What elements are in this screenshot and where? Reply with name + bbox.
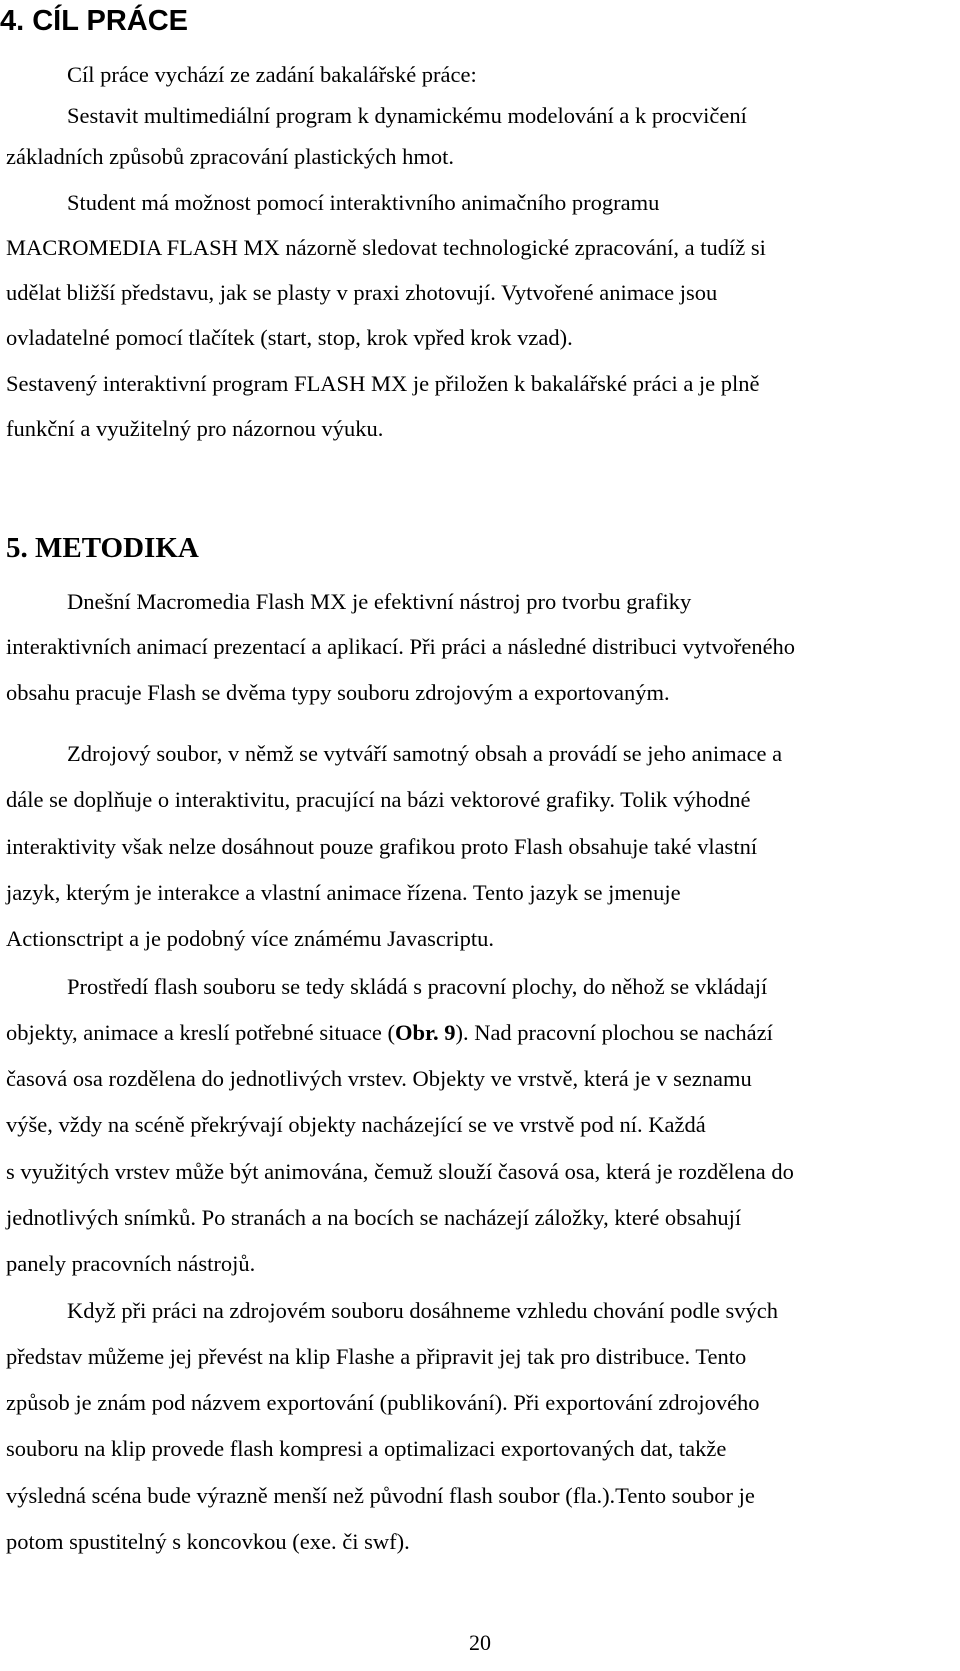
- paragraph-line: panely pracovních nástrojů.: [6, 1251, 256, 1276]
- paragraph-line: dále se doplňuje o interaktivitu, pracující na bázi vektorové grafiky. Tolik výhodné: [6, 787, 751, 812]
- paragraph-line: jazyk, kterým je interakce a vlastní animace řízena. Tento jazyk se jmenuje: [6, 880, 681, 905]
- paragraph-line: s využitých vrstev může být animována, čemuž slouží časová osa, která je rozdělena do: [6, 1159, 794, 1184]
- paragraph-line: způsob je znám pod názvem exportování (publikování). Při exportování zdrojového: [6, 1390, 760, 1415]
- paragraph-line: Actionsctript a je podobný více známému Javascriptu.: [6, 926, 494, 951]
- paragraph-line: výše, vždy na scéně překrývají objekty nacházející se ve vrstvě pod ní. Každá: [6, 1112, 706, 1137]
- paragraph-line: Zdrojový soubor, v němž se vytváří samotný obsah a provádí se jeho animace a: [67, 741, 783, 766]
- paragraph-line: výsledná scéna bude výrazně menší než původní flash soubor (fla.).Tento soubor je: [6, 1483, 755, 1508]
- paragraph-line: obsahu pracuje Flash se dvěma typy souboru zdrojovým a exportovaným.: [6, 680, 670, 705]
- paragraph-line: časová osa rozdělena do jednotlivých vrstev. Objekty ve vrstvě, která je v seznamu: [6, 1066, 752, 1091]
- paragraph-line: [6, 1018, 773, 1048]
- section-heading-cil-prace: 4. CÍL PRÁCE: [0, 5, 189, 37]
- paragraph-line: Sestavit multimediální program k dynamickému modelování a k procvičení: [67, 103, 747, 128]
- paragraph-line: MACROMEDIA FLASH MX názorně sledovat technologické zpracování, a tudíž si: [6, 235, 766, 260]
- paragraph-line: Cíl práce vychází ze zadání bakalářské práce:: [67, 62, 477, 87]
- paragraph-line: souboru na klip provede flash kompresi a optimalizaci exportovaných dat, takže: [6, 1436, 727, 1461]
- paragraph-line: základních způsobů zpracování plastických hmot.: [6, 144, 454, 169]
- paragraph-line: potom spustitelný s koncovkou (exe. či swf).: [6, 1529, 410, 1554]
- paragraph-line: Sestavený interaktivní program FLASH MX je přiložen k bakalářské práci a je plně: [6, 371, 760, 396]
- paragraph-line: představ můžeme jej převést na klip Flashe a připravit jej tak pro distribuce. Tento: [6, 1344, 747, 1369]
- paragraph-line: interaktivních animací prezentací a aplikací. Při práci a následné distribuci vytvořeného: [6, 634, 796, 659]
- section-heading-metodika: 5. METODIKA: [6, 532, 199, 564]
- figure-reference: Obr. 9: [395, 1020, 456, 1045]
- paragraph-line: Dnešní Macromedia Flash MX je efektivní nástroj pro tvorbu grafiky: [67, 589, 692, 614]
- paragraph-line: ovladatelné pomocí tlačítek (start, stop, krok vpřed krok vzad).: [6, 325, 573, 350]
- paragraph-line: Když při práci na zdrojovém souboru dosáhneme vzhledu chování podle svých: [67, 1298, 779, 1323]
- page-number: 20: [469, 1630, 491, 1655]
- paragraph-line: udělat bližší představu, jak se plasty v praxi zhotovují. Vytvořené animace jsou: [6, 280, 718, 305]
- paragraph-line: interaktivity však nelze dosáhnout pouze grafikou proto Flash obsahuje také vlastní: [6, 834, 758, 859]
- text-run: objekty, animace a kreslí potřebné situace (: [6, 1020, 396, 1045]
- paragraph-line: Student má možnost pomocí interaktivního animačního programu: [67, 190, 660, 215]
- paragraph-line: Prostředí flash souboru se tedy skládá s pracovní plochy, do něhož se vkládají: [67, 974, 768, 999]
- paragraph-line: jednotlivých snímků. Po stranách a na bocích se nacházejí záložky, které obsahují: [6, 1205, 742, 1230]
- text-run: ). Nad pracovní plochou se nachází: [455, 1020, 773, 1045]
- paragraph-line: funkční a využitelný pro názornou výuku.: [6, 416, 384, 441]
